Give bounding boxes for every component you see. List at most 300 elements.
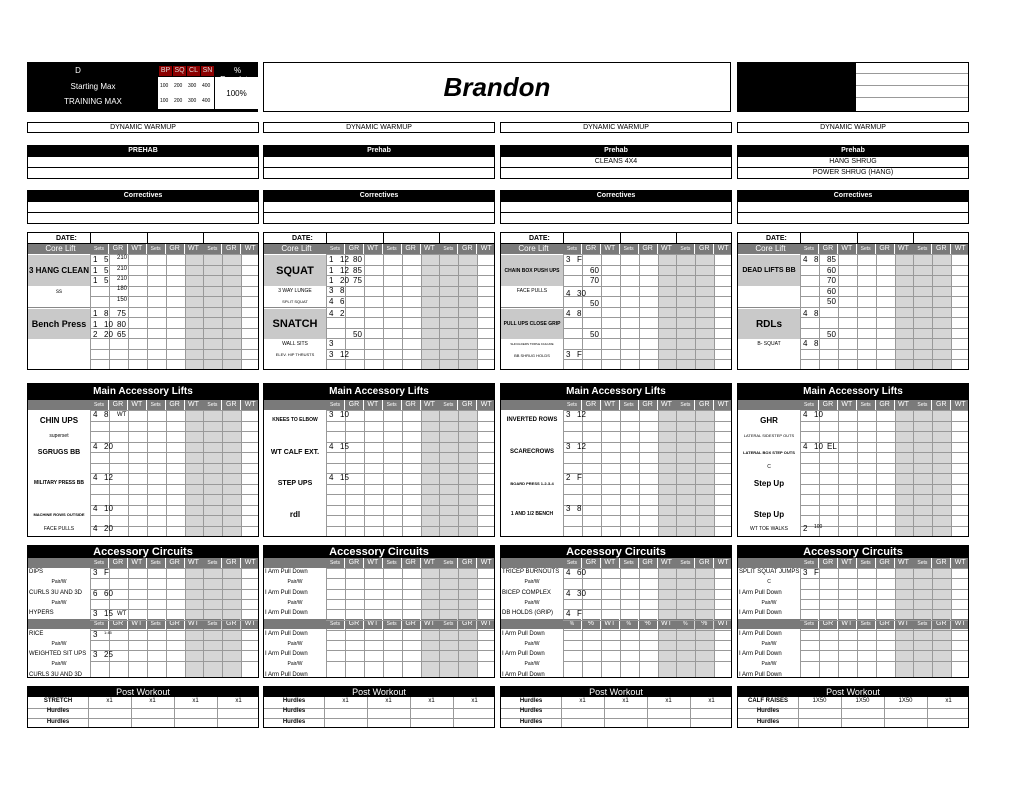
shade-col (421, 254, 478, 370)
post-item-value: x1 (665, 698, 672, 704)
post-workout-header: Post Workout (28, 687, 258, 697)
grid-vline (166, 254, 167, 370)
day-label: D (75, 66, 81, 75)
post-item-value: x1 (385, 698, 392, 704)
warmup-bar: DYNAMIC WARMUP (263, 122, 495, 133)
post-item-value: x1 (945, 698, 952, 704)
grid-hline (800, 661, 969, 662)
post-item-value: x1 (192, 698, 199, 704)
grid-hline (326, 620, 495, 621)
train-bp: 100 (160, 98, 169, 104)
grid-head: GR (458, 400, 476, 410)
post-col-line (174, 697, 175, 728)
grid-vline (857, 254, 858, 370)
reps-value: 5 (104, 255, 109, 264)
core-sep (501, 307, 563, 308)
grid-head: WT (658, 244, 676, 254)
grid-head: Sets (383, 619, 401, 629)
correctives-row-2 (27, 213, 259, 224)
grid-hline (326, 515, 495, 516)
pair-label: Pair/W (524, 599, 540, 606)
grid-head: WT (658, 558, 676, 568)
wt-value: 65 (117, 330, 126, 339)
sets-value: 4 (329, 309, 334, 318)
grid-head: WT (364, 619, 382, 629)
sets-value: 4 (566, 309, 571, 318)
grid-head: Sets (563, 558, 581, 568)
grid-hline (563, 296, 732, 297)
grid-head: WT (421, 558, 439, 568)
grid-vline (128, 254, 129, 370)
grid-hline (90, 484, 259, 485)
grid-head: WT (838, 400, 856, 410)
accessory-label: LATERAL SIDESTEP OUTS (743, 433, 795, 438)
lift-cl: CL (187, 66, 200, 76)
wt-value: 85 (827, 255, 836, 264)
grid-head: Sets (676, 400, 694, 410)
pair-label: Pair/W (524, 579, 540, 586)
post-item-value: x1 (708, 698, 715, 704)
grid-label (28, 619, 90, 629)
grid-label (264, 400, 326, 410)
sets-value: 4 (329, 473, 334, 482)
grid-hline (563, 515, 732, 516)
circuit-name: RICE (29, 630, 44, 637)
grid-hline (563, 473, 732, 474)
grid-vline (658, 254, 659, 370)
grid-head: WT (185, 619, 203, 629)
grid-head: WT (477, 400, 495, 410)
grid-hline (563, 484, 732, 485)
grid-hline (563, 609, 732, 610)
pair-label: Pair/W (287, 661, 303, 668)
post-col-line (884, 697, 885, 728)
accessory-label: SHOULDERS TRIPLE FAILURE (510, 342, 554, 346)
grid-label (501, 619, 563, 629)
grid-hline (563, 275, 732, 276)
grid-head: GR (819, 558, 837, 568)
pair-label: C (767, 579, 771, 586)
grid-hline (800, 609, 969, 610)
sets-value: 4 (93, 504, 98, 513)
core-sep (264, 307, 326, 308)
post-col-line (88, 697, 89, 728)
grid-hline (326, 661, 495, 662)
grid-hline (326, 338, 495, 339)
grid-head: WT (658, 400, 676, 410)
lift-sq: SQ (174, 67, 185, 74)
grid-hline (563, 254, 732, 255)
regulator-label: % (233, 66, 242, 75)
grid-hline (90, 296, 259, 297)
prehab-row-2 (263, 168, 495, 179)
post-item-value: x1 (342, 698, 349, 704)
grid-hline (800, 494, 969, 495)
grid-hline (326, 568, 495, 569)
post-item-value: 1X50 (855, 698, 870, 704)
post-item-name: Hurdles (519, 718, 543, 725)
grid-hline (800, 286, 969, 287)
grid-hline (563, 640, 732, 641)
accessory-name: KNEES TO ELBOW (264, 410, 326, 430)
accessory-name: rdl (264, 504, 326, 524)
regulator-value: 100% (215, 77, 258, 109)
circuit-name: TRICEP BURNOUTS (502, 569, 560, 575)
post-col-line (217, 697, 218, 728)
grid-head: Sets (203, 619, 221, 629)
starting-max-label: Starting Max (70, 82, 116, 91)
sets-value: 1 (93, 319, 98, 329)
core-lift-name: RDLs (738, 309, 800, 339)
reps-value: 5 (104, 276, 109, 285)
grid-head: GR (695, 244, 713, 254)
grid-vline (439, 254, 440, 370)
grid-hline (326, 410, 495, 411)
grid-head: Sets (620, 244, 638, 254)
circuit-name: CURLS 3U AND 3D (29, 671, 83, 678)
main-accessory-table (263, 383, 495, 537)
grid-vline (676, 254, 677, 370)
grid-head: WT (895, 619, 913, 629)
grid-vline (241, 254, 242, 370)
pair-label: Pair/W (51, 640, 67, 647)
sets-value: 4 (566, 588, 571, 598)
grid-head: Sets (800, 244, 818, 254)
grid-hline (90, 620, 259, 621)
grid-head: GR (876, 244, 894, 254)
wt-value: EL (827, 442, 837, 451)
post-workout-header: Post Workout (501, 687, 731, 697)
lift-bp: BP (160, 67, 171, 74)
core-lift-name: Bench Press (28, 309, 90, 339)
grid-head: WT (895, 558, 913, 568)
reps-value: 5 (104, 265, 109, 275)
post-item-name: CALF RAISES (747, 698, 788, 704)
wt-value: 80 (117, 319, 126, 329)
main-accessory-table (737, 383, 969, 537)
grid-head: WT (895, 400, 913, 410)
accessory-label: WALL SITS (282, 341, 308, 347)
grid-head: % (563, 619, 581, 629)
grid-hline (800, 275, 969, 276)
grid-hline (326, 589, 495, 590)
grid-hline (326, 286, 495, 287)
header-right-box (737, 62, 969, 112)
reps-value: 60 (577, 568, 586, 577)
post-col-line (798, 697, 799, 728)
lift-sn: SN (202, 67, 213, 74)
date-label: DATE: (529, 235, 550, 242)
reps-value: 8 (814, 255, 819, 264)
circuit-name: CURLS 3U AND 3D (29, 589, 83, 596)
core-lift-name: SQUAT (264, 255, 326, 286)
grid-head: GR (166, 400, 184, 410)
post-item-name: Hurdles (46, 718, 70, 725)
correctives-row-2 (500, 213, 732, 224)
grid-head: GR (109, 558, 127, 568)
post-workout-header: Post Workout (264, 687, 494, 697)
grid-head: WT (658, 619, 676, 629)
grid-hline (326, 609, 495, 610)
grid-hline (800, 452, 969, 453)
grid-hline (563, 494, 732, 495)
grid-head: WT (241, 400, 259, 410)
accessory-circuits-table (737, 545, 969, 678)
main-accessory-header: Main Accessory Lifts (501, 384, 731, 400)
reps-value: 12 (577, 410, 586, 419)
grid-head: Sets (620, 558, 638, 568)
prehab-header: PREHAB (27, 145, 259, 157)
sets-value: 3 (329, 286, 334, 295)
grid-head: WT (421, 400, 439, 410)
post-item-name: STRETCH (43, 698, 73, 704)
circuit-name: I Arm Pull Down (739, 671, 782, 678)
train-cl: 300 (188, 98, 197, 104)
grid-hline (90, 599, 259, 600)
correctives-header: Correctives (737, 190, 969, 202)
post-col-line (453, 697, 454, 728)
grid-vline (876, 254, 877, 370)
grid-head: Sets (147, 400, 165, 410)
grid-hline (800, 515, 969, 516)
grid-hline (800, 410, 969, 411)
grid-hline (326, 650, 495, 651)
grid-hline (326, 431, 495, 432)
grid-hline (90, 536, 259, 537)
grid-hline (800, 442, 969, 443)
grid-hline (90, 421, 259, 422)
prehab-row-1 (27, 157, 259, 168)
post-item-name: Hurdles (282, 698, 306, 704)
circuit-name: DB HOLDS (GRIP) (502, 610, 554, 617)
grid-vline (620, 254, 621, 370)
grid-head: Sets (326, 400, 344, 410)
grid-vline (364, 254, 365, 370)
correctives-row-2 (263, 213, 495, 224)
main-accessory-header: Main Accessory Lifts (738, 384, 968, 400)
pair-label: Pair/W (51, 579, 67, 586)
wt-value: 85 (353, 265, 362, 275)
accessory-circuits-table (263, 545, 495, 678)
grid-head: Sets (90, 619, 108, 629)
accessory-name: BOARD PRESS 1-2-3-4 (501, 473, 563, 493)
post-item-value: x1 (579, 698, 586, 704)
grid-head: WT (185, 244, 203, 254)
sets-value: 4 (803, 339, 808, 348)
grid-head: WT (128, 400, 146, 410)
grid-head: GR (345, 400, 363, 410)
grid-hline (90, 661, 259, 662)
grid-head: % (639, 619, 657, 629)
reps-value: F (577, 473, 582, 482)
grid-head: GR (819, 244, 837, 254)
grid-hline (90, 526, 259, 527)
grid-hline (563, 578, 732, 579)
post-item-value: x1 (106, 698, 113, 704)
grid-head: WT (951, 244, 969, 254)
accessory-label: 3 WAY LUNGE (278, 288, 312, 294)
reps-value: 20 (104, 442, 113, 451)
grid-label (501, 400, 563, 410)
grid-head: Sets (326, 244, 344, 254)
circuits-header: Accessory Circuits (28, 546, 258, 558)
grid-head: % (676, 619, 694, 629)
accessory-name: GHR (738, 410, 800, 430)
grid-head: WT (601, 558, 619, 568)
grid-head: WT (241, 558, 259, 568)
wt-value: 100 (814, 524, 823, 530)
grid-hline (800, 630, 969, 631)
sets-value: 4 (566, 289, 571, 298)
grid-label: Core Lift (501, 244, 563, 254)
accessory-label: BB SHRUG HOLDS (514, 353, 550, 358)
accessory-name: WT CALF EXT. (264, 442, 326, 462)
circuit-name: HYPERS (29, 610, 54, 617)
grid-head: Sets (676, 558, 694, 568)
grid-head: GR (222, 619, 240, 629)
accessory-name: MILITARY PRESS BB (28, 473, 90, 493)
reps-value: 10 (814, 410, 823, 419)
grid-head: WT (241, 619, 259, 629)
grid-hline (326, 484, 495, 485)
grid-head: GR (932, 619, 950, 629)
grid-hline (90, 338, 259, 339)
core-sep (738, 307, 800, 308)
grid-hline (90, 431, 259, 432)
grid-hline (563, 661, 732, 662)
grid-head: Sets (439, 400, 457, 410)
grid-head: GR (695, 558, 713, 568)
main-accessory-table (27, 383, 259, 537)
prehab-header: Prehab (500, 145, 732, 157)
prehab-row-2 (27, 168, 259, 179)
circuit-name: I Arm Pull Down (265, 569, 308, 575)
core-lift-name: DEAD LIFTS BB (738, 255, 800, 286)
grid-vline (326, 254, 327, 370)
circuit-name: I Arm Pull Down (502, 630, 545, 637)
grid-hline (90, 473, 259, 474)
grid-hline (800, 338, 969, 339)
accessory-label: FACE PULLS (43, 526, 75, 532)
grid-hline (326, 328, 495, 329)
circuit-name: I Arm Pull Down (739, 610, 782, 617)
circuit-name: I Arm Pull Down (739, 651, 782, 658)
grid-head: GR (876, 558, 894, 568)
grid-label (28, 558, 90, 568)
grid-hline (800, 620, 969, 621)
reps-value: F (104, 568, 109, 577)
core-lift-name: PULL UPS CLOSE GRIP (501, 309, 563, 339)
circuit-name: WEIGHTED SIT UPS (29, 651, 87, 658)
grid-head: WT (714, 400, 732, 410)
grid-hline (90, 650, 259, 651)
circuit-name: I Arm Pull Down (265, 610, 308, 617)
grid-vline (582, 254, 583, 370)
circuit-name: I Arm Pull Down (265, 651, 308, 658)
accessory-label: FACE PULLS (516, 288, 548, 294)
accessory-label: SPLIT SQUAT (282, 299, 308, 304)
grid-head: WT (185, 400, 203, 410)
grid-head: WT (714, 244, 732, 254)
grid-head: GR (109, 619, 127, 629)
sets-value: 1 (93, 255, 98, 264)
grid-head: GR (402, 244, 420, 254)
grid-hline (326, 359, 495, 360)
sets-value: 3 (329, 350, 334, 359)
correctives-row-1 (27, 202, 259, 213)
sets-value: 1 (93, 265, 98, 275)
grid-head: GR (222, 400, 240, 410)
grid-hline (563, 589, 732, 590)
grid-head: WT (421, 619, 439, 629)
grid-hline (326, 317, 495, 318)
wt-value: 75 (353, 276, 362, 285)
warmup-bar: DYNAMIC WARMUP (737, 122, 969, 133)
reps-value: 15 (104, 609, 113, 619)
sets-value: 4 (329, 297, 334, 306)
grid-head: Sets (383, 400, 401, 410)
correctives-header: Correctives (263, 190, 495, 202)
grid-hline (90, 349, 259, 350)
grid-hline (563, 526, 732, 527)
main-accessory-header: Main Accessory Lifts (28, 384, 258, 400)
grid-hline (800, 536, 969, 537)
wt-value: WT (117, 412, 127, 418)
grid-hline (90, 589, 259, 590)
accessory-name: STEP UPS (264, 473, 326, 493)
circuit-name: I Arm Pull Down (265, 630, 308, 637)
grid-hline (563, 338, 732, 339)
grid-label (738, 558, 800, 568)
post-workout-table (500, 686, 732, 728)
core-lift-table (27, 232, 259, 370)
date-label: DATE: (56, 235, 77, 242)
grid-head: WT (838, 558, 856, 568)
correctives-row-1 (500, 202, 732, 213)
correctives-header: Correctives (500, 190, 732, 202)
prehab-row-1: HANG SHRUG (737, 157, 969, 168)
grid-hline (326, 630, 495, 631)
grid-hline (563, 620, 732, 621)
grid-hline (90, 463, 259, 464)
post-item-name: Hurdles (282, 708, 306, 715)
core-sep (28, 307, 90, 308)
grid-vline (222, 254, 223, 370)
grid-head: WT (838, 619, 856, 629)
grid-head: Sets (439, 619, 457, 629)
post-col-line (367, 697, 368, 728)
correctives-row-2 (737, 213, 969, 224)
sets-value: 3 (93, 568, 98, 577)
reps-value: 12 (104, 473, 113, 482)
accessory-name: SCARECROWS (501, 442, 563, 462)
grid-hline (90, 254, 259, 255)
grid-label (738, 400, 800, 410)
grid-hline (800, 349, 969, 350)
grid-head: GR (582, 400, 600, 410)
grid-head: WT (601, 619, 619, 629)
circuit-name: I Arm Pull Down (739, 589, 782, 596)
grid-hline (800, 473, 969, 474)
grid-head: Sets (800, 619, 818, 629)
sets-value: 4 (93, 442, 98, 451)
grid-head: GR (582, 558, 600, 568)
grid-head: GR (345, 619, 363, 629)
grid-hline (563, 599, 732, 600)
wt-value: 50 (590, 299, 599, 308)
accessory-name: Step Up (738, 473, 800, 493)
sets-value: 3 (329, 339, 334, 348)
